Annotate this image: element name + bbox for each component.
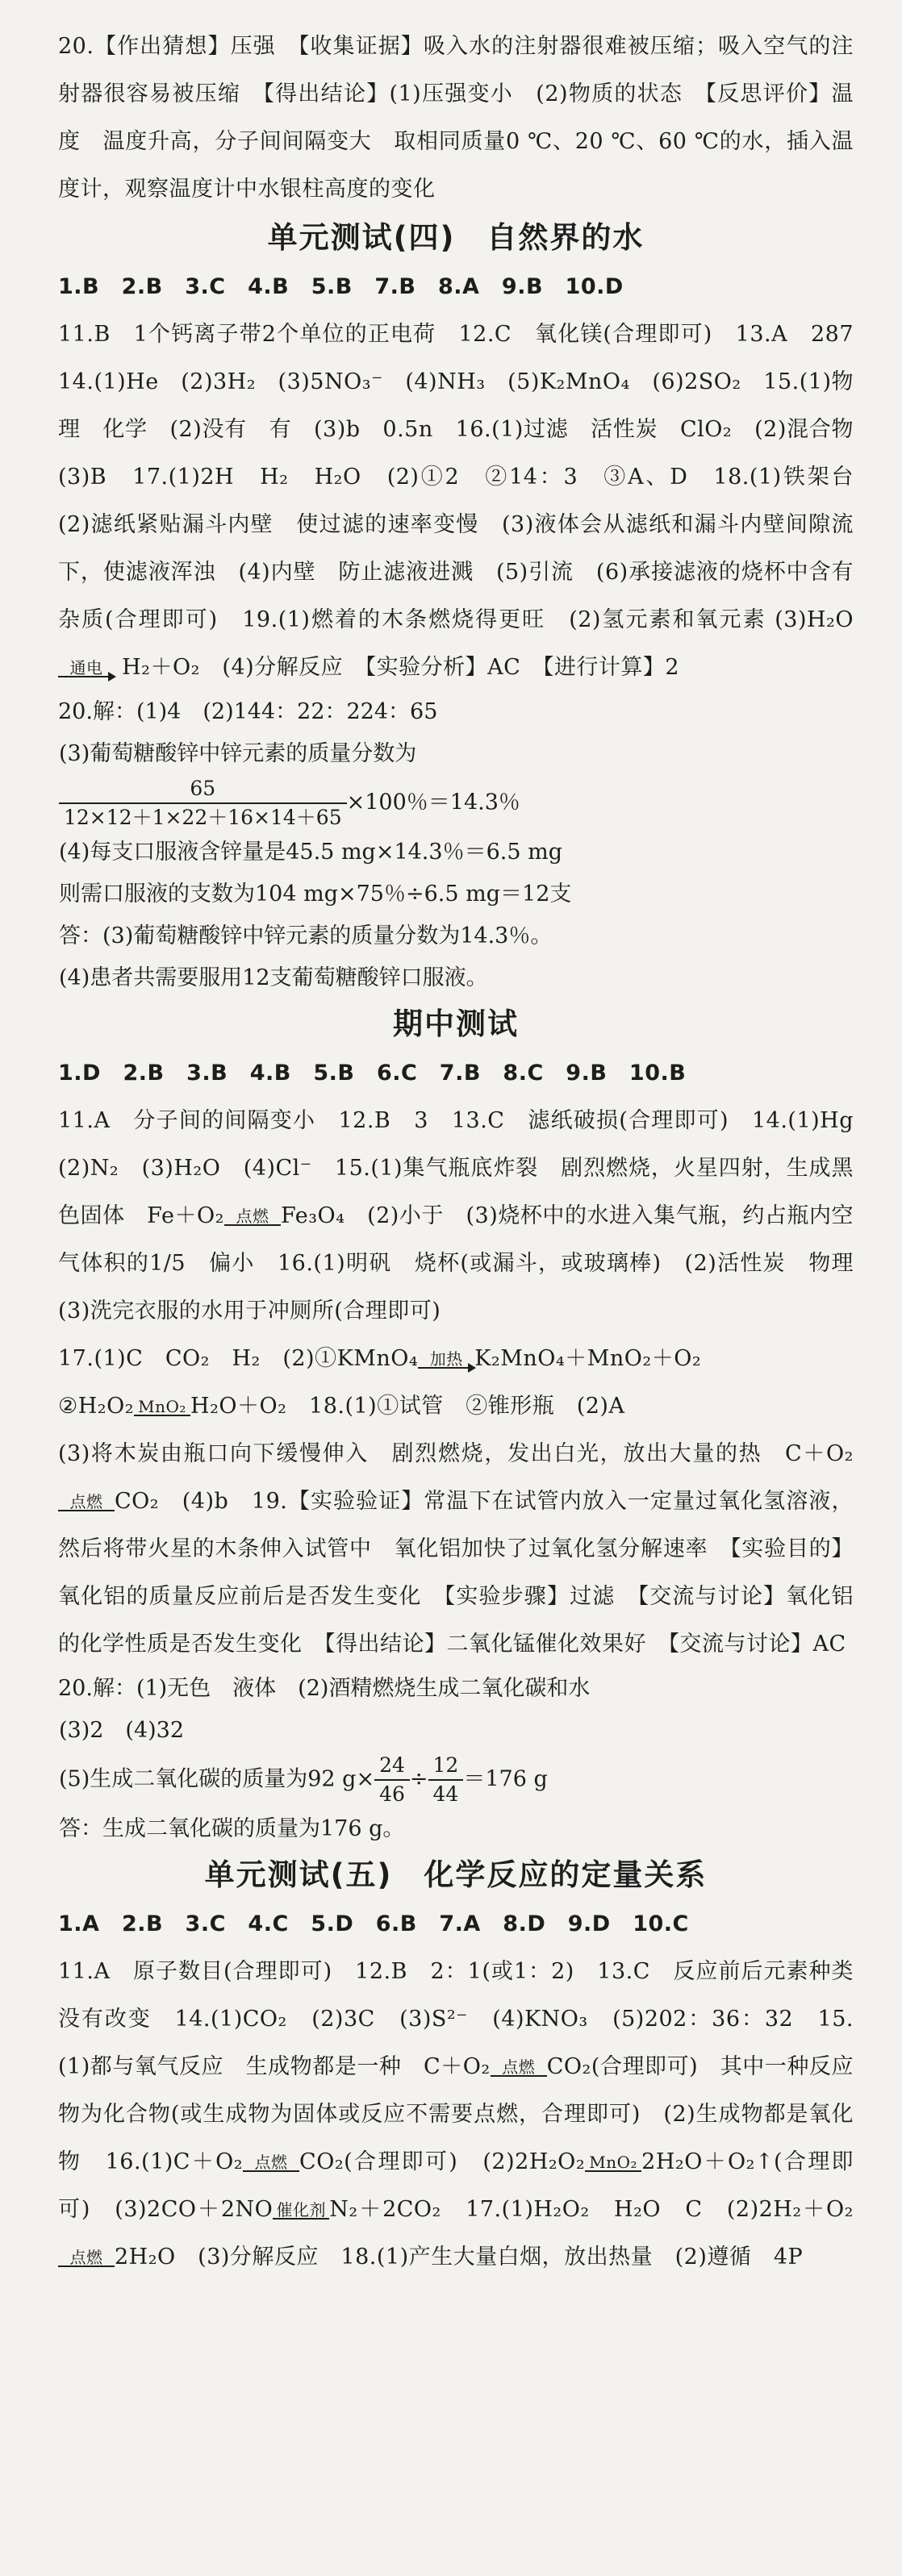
reaction-arrow: 点燃 xyxy=(243,2154,299,2172)
reaction-arrow: 点燃 xyxy=(58,1494,115,1511)
mc-answers-midterm: 1.D 2.B 3.B 4.B 5.B 6.C 7.B 8.C 9.B 10.B xyxy=(58,1061,687,1086)
fraction: $\frac{65}{12\times 12+1\times 22+16\times 14+65}$ xyxy=(59,775,347,832)
reaction-arrow: 点燃 xyxy=(491,2059,547,2077)
reaction-arrow: MnO₂ xyxy=(134,1398,190,1416)
calc-line: (3)葡萄糖酸锌中锌元素的质量分数为 xyxy=(59,741,417,766)
calc-answer: (4)患者共需要服用12支葡萄糖酸锌口服液。 xyxy=(59,965,488,990)
answers-unit4-body: 11.B 1个钙离子带2个单位的正电荷 12.C 氧化镁(合理即可) 13.A 287 14.(1)He (2)3H₂ (3)5NO₃⁻ (4)NH₃ (5)K₂MnO₄ (6)2SO₂ 15.(1)物理 化学 (2)没有 有 (3)b 0.5n 16.(1)过滤 活性炭 ClO₂ (2)混合物 (3)B 17.(1)2H H₂ H₂O (2)①2 ②14：3 ③A、D 18.(1)铁架台 (2)滤纸紧贴漏斗内壁 使过滤的速率变慢 (3)液体会从滤纸和漏斗内壁间隙流下，使滤液浑浊 (4)内壁 防止滤液进溅 (5)引流 (6)承接滤液的烧杯中含有杂质(合理即可) 19.(1)燃着的木条燃烧得更旺 (2)氢元素和氧元素 (3)H₂O 通电 H₂＋O₂ (4)分解反应 【实验分析】AC 【进行计算】2 xyxy=(58,322,876,680)
answer-block-20-prev: 20.【作出猜想】压强 【收集证据】吸入水的注射器很难被压缩；吸入空气的注射器很容易被压缩 【得出结论】(1)压强变小 (2)物质的状态 【反思评价】温度 温度升高，分子间间隔变大 取相同质量0 ℃、20 ℃、60 ℃的水，插入温度计，观察温度计中水银柱高度的变化 xyxy=(58,34,854,202)
calc-line: (4)每支口服液含锌量是45.5 mg×14.3％＝6.5 mg xyxy=(59,840,562,865)
calc-line: 20.解：(1)4 (2)144：22：224：65 xyxy=(58,699,438,724)
answers-midterm-cont: (3)将木炭由瓶口向下缓慢伸入 剧烈燃烧，发出白光，放出大量的热 C＋O₂ 点燃 CO₂ (4)b 19.【实验验证】常温下在试管内放入一定量过氧化氢溶液，然后将带火星的木条伸入试管中 氧化铝加快了过氧化氢分解速率 【实验目的】氧化铝的质量反应前后是否发生变化 【实验步骤】过滤 【交流与讨论】氧化铝的化学性质是否发生变化 【得出结论】二氧化锰催化效果好 【交流与讨论】AC xyxy=(58,1441,854,1657)
answers-unit5-body: 11.A 原子数目(合理即可) 12.B 2：1(或1：2) 13.C 反应前后元素种类没有改变 14.(1)CO₂ (2)3C (3)S²⁻ (4)KNO₃ (5)202：36：32 15.(1)都与氧气反应 生成物都是一种 C＋O₂ 点燃 CO₂(合理即可) 其中一种反应物为化合物(或生成物为固体或反应不需要点燃，合理即可) (2)生成物都是氧化物 16.(1)C＋O₂ 点燃 CO₂(合理即可) (2)2H₂O₂ MnO₂ 2H₂O＋O₂↑(合理即可) (3)2CO＋2NO 催化剂 N₂＋2CO₂ 17.(1)H₂O₂ H₂O C (2)2H₂＋O₂ 点燃 2H₂O (3)分解反应 18.(1)产生大量白烟，放出热量 (2)遵循 4P xyxy=(58,1959,854,2270)
reaction-arrow: 点燃 xyxy=(58,2249,115,2267)
answers-midterm-body: 11.A 分子间的间隔变小 12.B 3 13.C 滤纸破损(合理即可) 14.(1)Hg (2)N₂ (3)H₂O (4)Cl⁻ 15.(1)集气瓶底炸裂 剧烈燃烧，火星四射，生成黑色固体 Fe＋O₂ 点燃 Fe₃O₄ (2)小于 (3)烧杯中的水进入集气瓶，约占瓶内空气体积的1/5 偏小 16.(1)明矾 烧杯(或漏斗，或玻璃棒) (2)活性炭 物理 (3)洗完衣服的水用于冲厕所(合理即可) xyxy=(58,1108,876,1323)
reaction-arrow: 加热 xyxy=(418,1351,474,1369)
reaction-arrow: 通电 xyxy=(58,660,115,677)
mc-answers-unit4: 1.B 2.B 3.C 4.B 5.B 7.B 8.A 9.B 10.D xyxy=(58,274,624,299)
calc-line: (3)2 (4)32 xyxy=(59,1718,185,1743)
calc-line: 20.解：(1)无色 液体 (2)酒精燃烧生成二氧化碳和水 xyxy=(58,1676,591,1701)
reaction-arrow: MnO₂ xyxy=(585,2154,641,2172)
fraction: $\frac{12}{44}$ xyxy=(428,1752,464,1808)
calc-answer: 答：(3)葡萄糖酸锌中锌元素的质量分数为14.3％。 xyxy=(59,923,553,948)
equation-electrolysis: (3)H₂O 通电 xyxy=(58,607,854,680)
equation-line: 17.(1)C CO₂ H₂ (2)①KMnO₄ 加热 K₂MnO₄＋MnO₂＋O₂ xyxy=(58,1346,702,1371)
calc-answer: 答：生成二氧化碳的质量为176 g。 xyxy=(59,1816,405,1841)
calc-fraction-line: $\frac{65}{12\times 12+1\times 22+16\times 14+65}$ ×100％＝14.3％ xyxy=(58,775,854,832)
section-title-midterm: 期中测试 xyxy=(393,1007,519,1041)
section-title-unit4: 单元测试(四) 自然界的水 xyxy=(267,220,645,255)
reaction-arrow: 点燃 xyxy=(224,1208,281,1226)
equation-line: ②H₂O₂ MnO₂ H₂O＋O₂ 18.(1)①试管 ②锥形瓶 (2)A xyxy=(58,1394,625,1419)
reaction-arrow: 催化剂 xyxy=(273,2202,329,2220)
fraction: $\frac{24}{46}$ xyxy=(374,1752,410,1808)
calc-line: 则需口服液的支数为104 mg×75％÷6.5 mg＝12支 xyxy=(59,882,572,907)
section-title-unit5: 单元测试(五) 化学反应的定量关系 xyxy=(204,1857,708,1892)
mc-answers-unit5: 1.A 2.B 3.C 4.C 5.D 6.B 7.A 8.D 9.D 10.C xyxy=(58,1911,689,1936)
calc-fraction-line: (5)生成二氧化碳的质量为92 g× $\frac{24}{46}$ ÷ $\frac{12}{44}$ ＝176 g xyxy=(58,1752,854,1808)
